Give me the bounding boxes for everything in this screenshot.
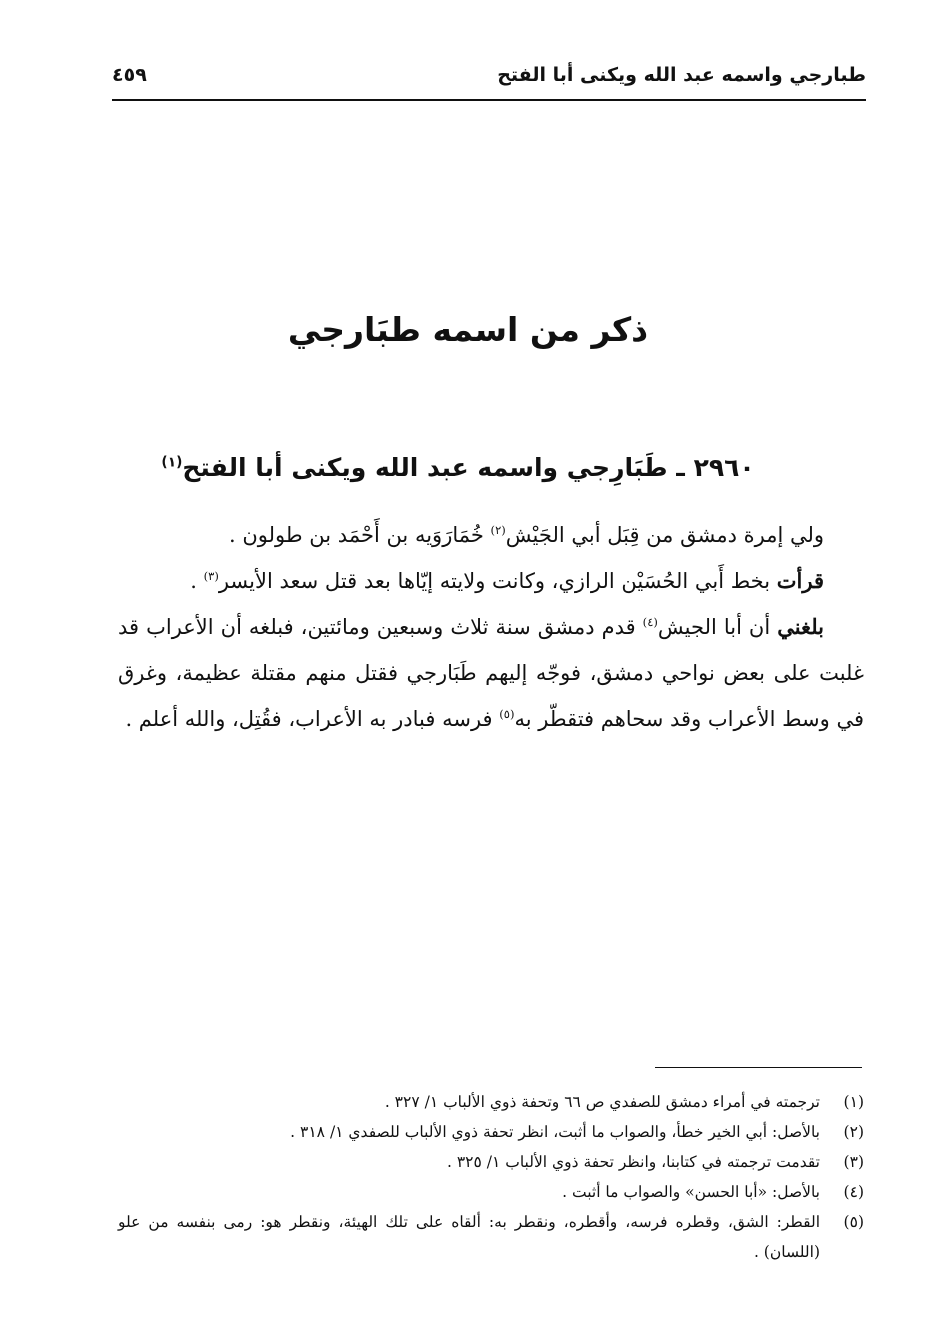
footnote-item — [118, 1117, 864, 1147]
paragraph-2-lead: قرأت — [776, 568, 824, 593]
footnote-item — [118, 1177, 864, 1207]
paragraph-3-text-b: قدم دمشق سنة ثلاث وسبعين ومائتين، فبلغه أن الأعراب قد غلبت على بعض نواحي دمشق، فوجّه إليهم طَبَارجي فقتل منهم مقتلة عظيمة، وغرق في وسط الأعراب وقد سحاهم فتقطّر به — [118, 615, 864, 731]
footnote-number: (٥) — [843, 1213, 864, 1231]
footnote-ref-3[interactable]: (٣) — [203, 569, 219, 583]
header-rule — [112, 99, 866, 101]
paragraph-3-text-a: أن أبا الجيش — [657, 615, 778, 639]
paragraph-3 — [118, 604, 864, 742]
entry-body — [118, 512, 864, 742]
footnote-separator — [655, 1067, 862, 1068]
footnote-text: بالأصل: «أبا الحسن» والصواب ما أثبت . — [562, 1183, 820, 1201]
footnote-text: ترجمته في أمراء دمشق للصفدي ص ٦٦ وتحفة ذوي الألباب ١/ ٣٢٧ . — [384, 1093, 820, 1111]
running-title: طبارجي واسمه عبد الله ويكنى أبا الفتح — [497, 64, 866, 86]
footnote-ref-5[interactable]: (٥) — [499, 707, 515, 721]
footnote-item — [118, 1147, 864, 1177]
paragraph-2-text-a: بخط أَبي الحُسَيْن الرازي، وكانت ولايته إيّاها بعد قتل سعد الأيسر — [218, 569, 777, 593]
footnote-ref-4[interactable]: (٤) — [642, 615, 658, 629]
footnote-number: (١) — [843, 1093, 864, 1111]
paragraph-1-text-b: خُمَارَوَيه بن أَحْمَد بن طولون . — [229, 523, 491, 547]
footnote-number: (٢) — [843, 1123, 864, 1141]
entry-heading — [120, 453, 796, 482]
footnote-text: تقدمت ترجمته في كتابنا، وانظر تحفة ذوي الألباب ١/ ٣٢٥ . — [446, 1153, 820, 1171]
chapter-heading: ذكر من اسمه طبَارجي — [287, 310, 649, 349]
footnote-text: بالأصل: أبي الخير خطأ، والصواب ما أثبت، انظر تحفة ذوي الألباب للصفدي ١/ ٣١٨ . — [290, 1123, 820, 1141]
footnote-item — [118, 1087, 864, 1117]
page-number: ٤٥٩ — [112, 64, 147, 86]
footnotes-list — [118, 1087, 864, 1267]
paragraph-2 — [118, 558, 864, 604]
paragraph-3-text-c: فرسه فبادر به الأعراب، فقُتِل، والله أعلم . — [125, 707, 500, 731]
footnote-number: (٤) — [843, 1183, 864, 1201]
paragraph-1-text-a: ولي إمرة دمشق من قِبَل أبي الجَيْش — [505, 523, 824, 547]
paragraph-1 — [118, 512, 864, 558]
paragraph-3-lead: بلغني — [777, 614, 824, 639]
footnote-item — [118, 1207, 864, 1267]
footnote-number: (٣) — [843, 1153, 864, 1171]
footnote-ref-1[interactable]: (١) — [161, 454, 183, 471]
footnote-ref-2[interactable]: (٢) — [490, 523, 506, 537]
paragraph-2-text-b: . — [190, 569, 204, 593]
footnote-text: القطر: الشق، وقطره فرسه، وأقطره، ونقطر به: ألقاه على تلك الهيئة، ونقطر هو: رمى بنفسه من علو (اللسان) . — [118, 1213, 820, 1261]
entry-heading-text: ٢٩٦٠ ـ طَبَارِجي واسمه عبد الله ويكنى أبا الفتح — [182, 453, 755, 482]
